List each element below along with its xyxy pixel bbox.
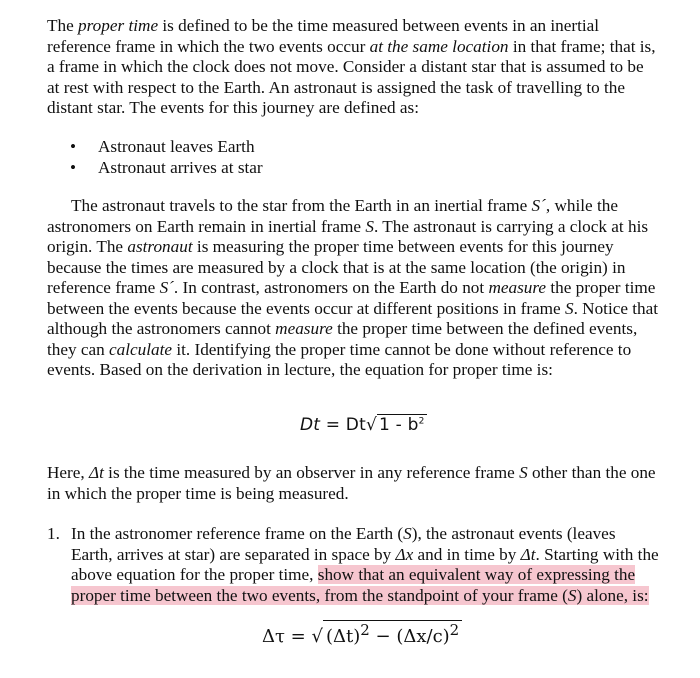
question-number: 1. xyxy=(47,524,60,543)
equivalent-proper-time-equation: Δτ = √ $(\Delta t)^2 - (\Delta x/c)^2$ xyxy=(262,620,462,647)
question-text: In the astronomer reference frame on the Earth (S), the astronaut events (leaves Earth, arrives at star) are separated in space by Δx and in time by Δt. Starting with the above equation for the proper time, show that an equivalent way of expressing the proper time between the two events, from the standpoint of your frame (S) alone, is: xyxy=(71,524,659,605)
proper-time-equation: Dt = Dt√ $1 - b^2$ xyxy=(300,415,425,435)
paragraph-delta-t-explanation: Here, Δt is the time measured by an observer in any reference frame S other than the one in which the proper time is being measured. xyxy=(47,463,656,503)
highlighted-text: show that an equivalent way of expressing the proper time between the two events, from the standpoint of your frame (S) alone, is: xyxy=(71,565,649,605)
list-item: • Astronaut arrives at star xyxy=(70,158,263,177)
bullet-icon: • xyxy=(70,158,77,177)
paragraph-proper-time-definition: The proper time is defined to be the time measured between events in an inertial reference frame in which the two events occur at the same location in that frame; that is, a frame in which the clock does not move. Consider a distant star that is assumed to be at rest with respect to the Earth. An astronaut is assigned the task of travelling to the distant star. The events for this journey are defined as: xyxy=(47,16,656,117)
event-bullet-list xyxy=(70,136,263,178)
bullet-icon: • xyxy=(70,137,77,156)
paragraph-astronaut-frame: The astronaut travels to the star from the Earth in an inertial frame S´, while the astronomers on Earth remain in inertial frame S. The astronaut is carrying a clock at his origin. The astronaut is measuring the proper time between events for this journey because the times are measured by a clock that is at the same location (the origin) in reference frame S´. In contrast, astronomers on the Earth do not measure the proper time between the events because the events occur at different positions in frame S. Notice that although the astronomers cannot measure the proper time between the defined events, they can calculate it. Identifying the proper time cannot be done without reference to events. Based on the derivation in lecture, the equation for proper time is: xyxy=(47,196,659,379)
list-item: • Astronaut leaves Earth xyxy=(70,137,255,156)
